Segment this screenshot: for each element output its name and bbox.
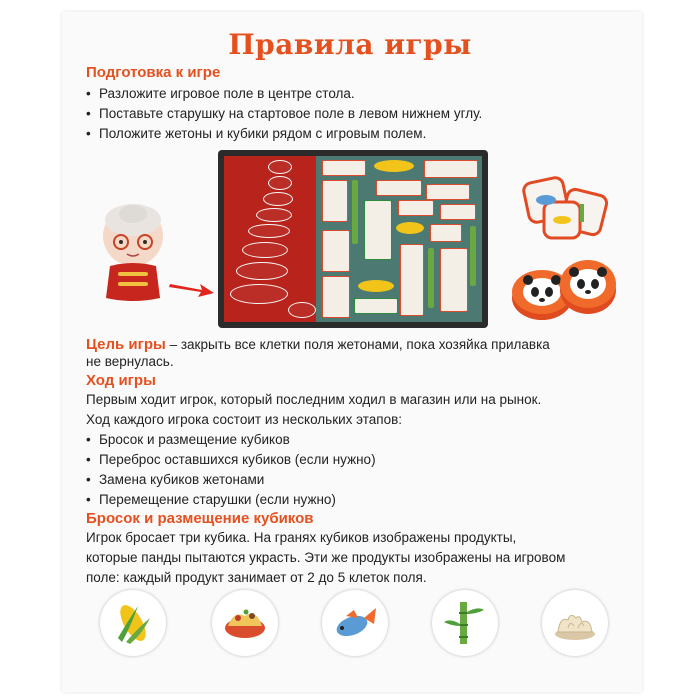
- setup-item-1: • Разложите игровое поле в центре стола.: [86, 86, 355, 101]
- noodles-icon: [212, 590, 278, 656]
- turn-step-4: • Перемещение старушки (если нужно): [86, 492, 336, 507]
- turn-line-1: Первым ходит игрок, который последним ходил в магазин или на рынок.: [86, 392, 542, 407]
- goal-label: Цель игры: [86, 336, 166, 353]
- turn-step-2: • Переброс оставшихся кубиков (если нужно): [86, 452, 376, 467]
- turn-heading: Ход игры: [86, 372, 156, 389]
- goal-line-2: не вернулась.: [86, 354, 174, 369]
- arrow-icon: [168, 280, 216, 298]
- goal-line-1: [86, 336, 550, 353]
- setup-item-3: • Положите жетоны и кубики рядом с игровым полем.: [86, 126, 426, 141]
- page-title: Правила игры: [228, 28, 472, 61]
- dice-icon: [520, 170, 616, 242]
- turn-step-1: • Бросок и размещение кубиков: [86, 432, 290, 447]
- turn-step-3: • Замена кубиков жетонами: [86, 472, 264, 487]
- roll-line-3: поле: каждый продукт занимает от 2 до 5 клеток поля.: [86, 570, 427, 585]
- setup-item-2: • Поставьте старушку на стартовое поле в левом нижнем углу.: [86, 106, 482, 121]
- roll-line-1: Игрок бросает три кубика. На гранях кубиков изображены продукты,: [86, 530, 517, 545]
- corn-icon: [100, 590, 166, 656]
- goal-text: – закрыть все клетки поля жетонами, пока хозяйка прилавка: [165, 337, 550, 352]
- granny-figurine: [96, 200, 170, 304]
- bamboo-icon: [432, 590, 498, 656]
- setup-heading: Подготовка к игре: [86, 64, 221, 81]
- panda-chips-icon: [510, 248, 618, 324]
- game-board: [218, 150, 488, 328]
- roll-heading: Бросок и размещение кубиков: [86, 510, 314, 527]
- dumplings-icon: [542, 590, 608, 656]
- product-icons: [0, 590, 700, 660]
- roll-line-2: которые панды пытаются украсть. Эти же продукты изображены на игровом: [86, 550, 566, 565]
- fish-icon: [322, 590, 388, 656]
- turn-line-2: Ход каждого игрока состоит из нескольких этапов:: [86, 412, 403, 427]
